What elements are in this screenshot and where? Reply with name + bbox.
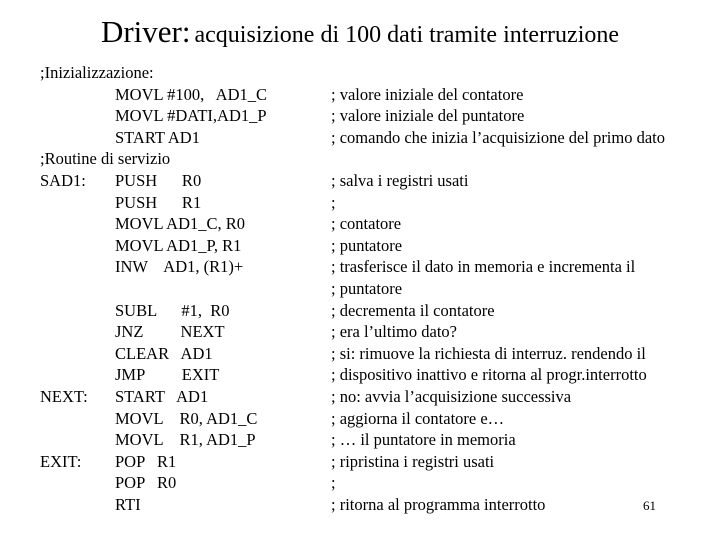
line-comment: ; decrementa il contatore [331,300,495,320]
line-comment: ; dispositivo inattivo e ritorna al progr.interrotto [331,365,647,385]
title-subtitle: acquisizione di 100 dati tramite interruzione [194,22,620,48]
line-code: RTI [115,495,141,514]
line-comment: ; salva i registri usati [331,171,469,190]
line-comment: ; puntatore [331,279,403,298]
line-comment: ; trasferisce il dato in memoria e incrementa il [331,257,636,277]
slide-title [0,14,720,50]
line-code: MOVL #100, AD1_C [115,84,268,104]
line-code: INW AD1, (R1)+ [115,257,244,277]
line-comment: ; [331,473,336,493]
line-code: START AD1 [115,127,200,147]
line-label: SAD1: [40,171,86,190]
page-number: 61 [643,498,656,513]
line-code: JMP EXIT [115,365,220,385]
title-main: Driver: [100,14,191,49]
line-comment: ; [331,192,336,212]
line-label: ;Routine di servizio [40,149,171,169]
line-code: POP R0 [115,473,177,493]
line-comment: ; si: rimuove la richiesta di interruz. rendendo il [331,343,646,363]
line-code: MOVL R1, AD1_P [115,430,256,450]
line-comment: ; contatore [331,214,402,234]
line-comment: ; … il puntatore in memoria [331,430,516,450]
line-code: MOVL AD1_P, R1 [115,235,242,255]
line-code: MOVL AD1_C, R0 [115,214,246,234]
line-comment: ; aggiorna il contatore e… [331,408,505,428]
line-comment: ; puntatore [331,235,403,255]
line-comment: ; valore iniziale del contatore [331,84,524,104]
line-label: EXIT: [40,451,82,471]
line-label: ;Inizializzazione: [40,63,154,82]
line-label: NEXT: [40,387,88,406]
line-code: POP R1 [115,451,177,471]
line-comment: ; ripristina i registri usati [331,451,495,471]
line-code: PUSH R1 [115,192,202,212]
line-code: CLEAR AD1 [115,343,213,363]
line-comment: ; era l’ultimo dato? [331,322,457,342]
line-code: JNZ NEXT [115,322,225,342]
line-code: MOVL #DATI,AD1_P [115,106,267,126]
line-code: SUBL #1, R0 [115,300,230,320]
line-code: START AD1 [115,387,209,406]
line-comment: ; no: avvia l’acquisizione successiva [331,387,572,406]
line-code: MOVL R0, AD1_C [115,408,258,428]
line-comment: ; valore iniziale del puntatore [331,106,525,126]
line-comment: ; comando che inizia l’acquisizione del primo dato [331,127,666,147]
line-comment: ; ritorna al programma interrotto [331,495,546,514]
line-code: PUSH R0 [115,171,202,190]
